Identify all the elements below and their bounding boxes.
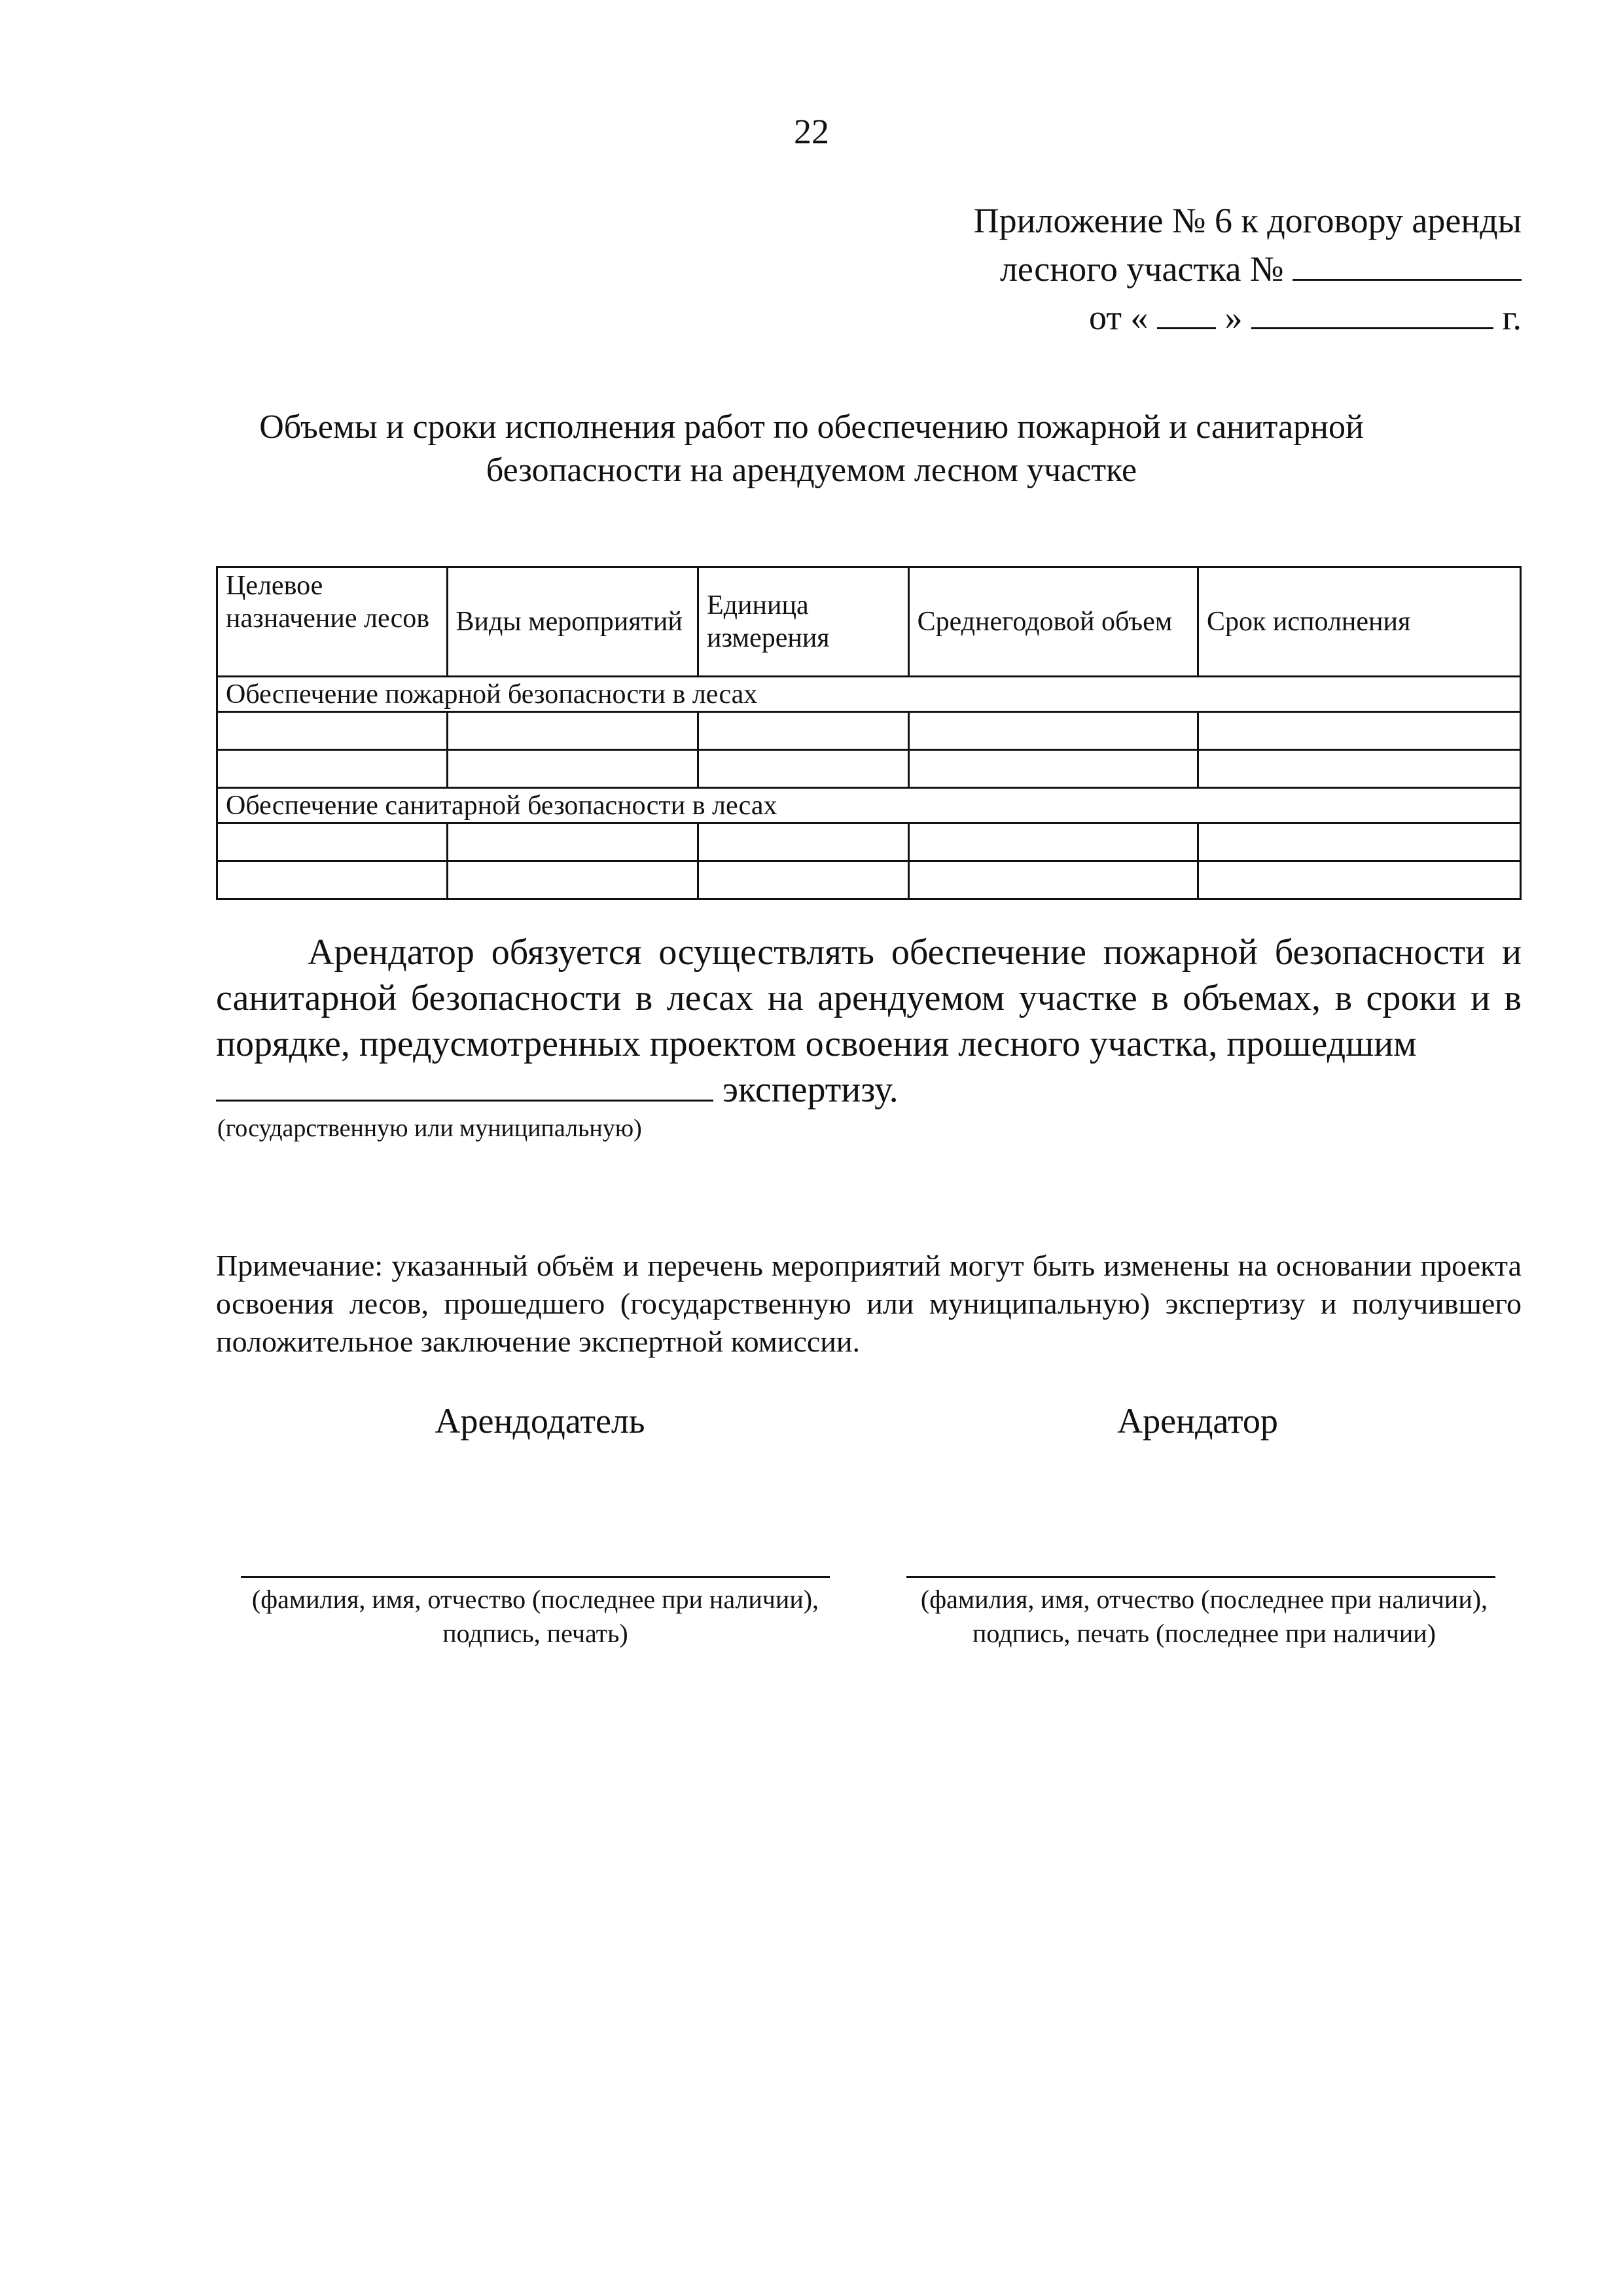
date-suffix: г. [1502,298,1522,337]
tenant-caption-line-2: подпись, печать (последнее при наличии) [972,1619,1436,1648]
tenant-signature-caption [890,1583,1518,1651]
tenant-label: Арендатор [1117,1401,1278,1441]
header-annual-volume: Среднегодовой объем [908,567,1198,677]
table-cell[interactable] [447,823,698,861]
table-cell[interactable] [217,712,448,750]
table-cell[interactable] [698,823,909,861]
landlord-signature-caption [221,1583,849,1651]
tenant-signature-line[interactable] [906,1576,1495,1578]
works-table [216,566,1522,900]
section-row-fire [217,677,1521,712]
appendix-line-3 [974,293,1522,342]
landlord-caption-line-2: подпись, печать) [442,1619,628,1648]
section-row-sanitary [217,788,1521,823]
table-cell[interactable] [447,750,698,788]
table-cell[interactable] [217,750,448,788]
table-cell[interactable] [698,712,909,750]
header-activity-types: Виды мероприятий [447,567,698,677]
note-paragraph: Примечание: указанный объём и перечень мероприятий могут быть изменены на основании проекта освоения лесов, прошедшего (государственную или муниципальную) экспертизу и получившего положительное заключение экспертной комиссии. [216,1249,1522,1358]
table-cell[interactable] [908,861,1198,899]
obligation-paragraph [216,929,1522,1113]
appendix-line-1: Приложение № 6 к договору аренды [973,201,1522,240]
table-cell[interactable] [908,712,1198,750]
header-unit: Единица измерения [698,567,909,677]
title-line-1: Объемы и сроки исполнения работ по обеспечению пожарной и санитарной [259,408,1364,446]
table-cell[interactable] [447,861,698,899]
table-cell[interactable] [908,750,1198,788]
page-number: 22 [794,112,829,151]
landlord-label: Арендодатель [435,1401,645,1441]
table-row [217,750,1521,788]
expertise-type-hint: (государственную или муниципальную) [217,1115,642,1142]
tenant-caption-line-1: (фамилия, имя, отчество (последнее при наличии), [920,1585,1488,1614]
table-cell[interactable] [217,861,448,899]
table-row [217,712,1521,750]
section-fire-safety: Обеспечение пожарной безопасности в лесах [217,677,1521,712]
obligation-text: Арендатор обязуется осуществлять обеспечение пожарной безопасности и санитарной безопасности в лесах на арендуемом участке в объемах, в сроки и в порядке, предусмотренных проектом освоения лесного участка, прошедшим [216,932,1522,1064]
table-row [217,823,1521,861]
date-quote-close: » [1224,298,1243,337]
document-title [0,406,1623,492]
header-forest-purpose: Целевое назначение лесов [217,567,448,677]
section-sanitary-safety: Обеспечение санитарной безопасности в лесах [217,788,1521,823]
contract-number-field[interactable] [1293,253,1522,281]
expertise-type-field[interactable] [216,1071,713,1102]
date-month-year-field[interactable] [1251,301,1493,329]
landlord-signature-line[interactable] [241,1576,830,1578]
appendix-contract-label: лесного участка № [999,249,1284,289]
table-header-row [217,567,1521,677]
table-row [217,861,1521,899]
date-day-field[interactable] [1157,301,1216,329]
table-cell[interactable] [908,823,1198,861]
header-deadline: Срок исполнения [1198,567,1521,677]
table-cell[interactable] [698,750,909,788]
table-cell[interactable] [1198,861,1521,899]
table-cell[interactable] [1198,712,1521,750]
table-cell[interactable] [1198,750,1521,788]
table-cell[interactable] [217,823,448,861]
obligation-ending: экспертизу. [722,1069,899,1110]
table-cell[interactable] [1198,823,1521,861]
title-line-2: безопасности на арендуемом лесном участке [486,452,1137,489]
landlord-caption-line-1: (фамилия, имя, отчество (последнее при наличии), [251,1585,819,1614]
appendix-line-2 [974,245,1522,293]
table-cell[interactable] [447,712,698,750]
date-prefix: от « [1089,298,1149,337]
appendix-header [974,196,1522,342]
table-cell[interactable] [698,861,909,899]
